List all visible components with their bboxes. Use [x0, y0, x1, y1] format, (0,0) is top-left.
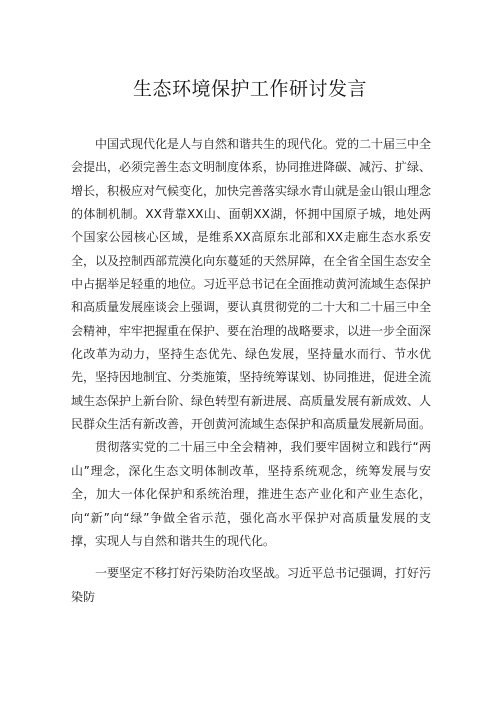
document-title: 生态环境保护工作研讨发言 [132, 78, 367, 100]
paragraph-1: 中国式现代化是人与自然和谐共生的现代化。党的二十届三中全会提出，必须完善生态文明制度体系，协同推进降碳、减污、扩绿、增长，积极应对气候变化，加快完善落实绿水青山就是金山银山理念的体制机制。XX背靠XX山、面朝XX湖，怀拥中国原子城，地处两个国家公园核心区域，是维系XX高原东北部和XX走廊生态水系安全，以及控制西部荒漠化向东蔓延的天然屏障，在全省全国生态安全中占据举足轻重的地位。习近平总书记在全面推动黄河流域生态保护和高质量发展座谈会上强调，要认真贯彻党的二十大和二十届三中全会精神，牢牢把握重在保护、要在治理的战略要求，以进一步全面深化改革为动力，坚持生态优先、绿色发展，坚持量水而行、节水优先，坚持因地制宜、分类施策，坚持统筹谋划、协同推进，促进全流域生态保护上新台阶、绿色转型有新进展、高质量发展有新成效、人民群众生活有新改善，开创黄河流域生态保护和高质量发展新局面。 [71, 137, 432, 432]
document-body [71, 133, 431, 609]
paragraph-2: 贯彻落实党的二十届三中全会精神，我们要牢固树立和践行“两山”理念，深化生态文明体制改革，坚持系统观念，统筹发展与安全，加大一体化保护和系统治理，推进生态产业化和产业生态化，向“新”向“绿”争做全省示范，强化高水平保护对高质量发展的支撑，实现人与自然和谐共生的现代化。 [71, 440, 431, 548]
paragraph-3: 一要坚定不移打好污染防治攻坚战。习近平总书记强调，打好污染防 [71, 566, 432, 604]
